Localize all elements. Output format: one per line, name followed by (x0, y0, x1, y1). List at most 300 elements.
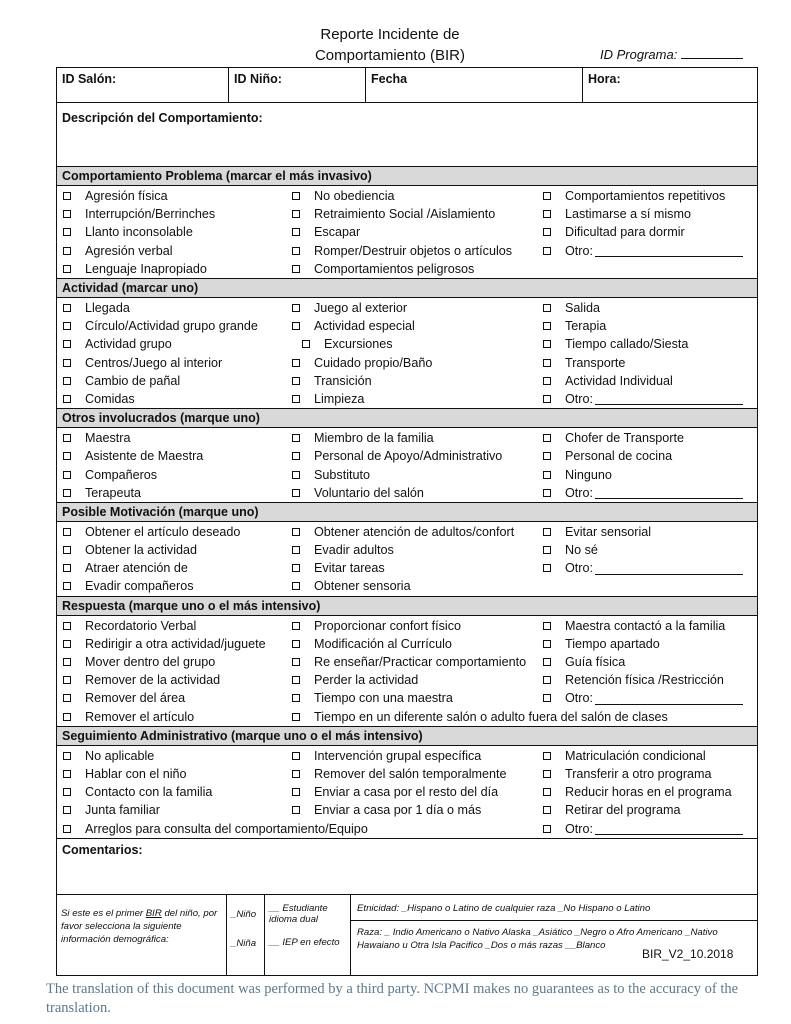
option-item[interactable] (543, 637, 757, 651)
option-item[interactable] (288, 709, 668, 724)
option-item[interactable] (543, 356, 757, 370)
option-label: Retirar del programa (565, 803, 681, 818)
option-label: Personal de cocina (565, 449, 673, 464)
option-item[interactable] (543, 319, 757, 333)
option-row (57, 617, 757, 635)
option-item[interactable] (288, 525, 543, 539)
option-label: Perder la actividad (314, 673, 419, 688)
option-item[interactable] (543, 468, 757, 482)
checkbox[interactable] (292, 228, 300, 236)
checkbox[interactable] (63, 676, 71, 684)
ethnicity-race (351, 895, 757, 975)
option-label: Obtener la actividad (85, 543, 198, 558)
checkbox[interactable] (543, 622, 551, 630)
checkbox[interactable] (292, 322, 300, 330)
option-item[interactable] (57, 189, 288, 203)
option-item[interactable] (543, 207, 757, 221)
checkbox[interactable] (543, 377, 551, 385)
checkbox[interactable] (292, 676, 300, 684)
sections (57, 166, 757, 839)
option-label: Interrupción/Berrinches (85, 207, 216, 222)
option-label: Evitar sensorial (565, 524, 652, 539)
option-item[interactable] (288, 543, 543, 557)
option-item[interactable] (288, 449, 543, 463)
option-item[interactable] (57, 244, 288, 258)
option-label: Junta familiar (85, 803, 160, 818)
option-item[interactable] (288, 301, 543, 315)
option-row (57, 484, 757, 502)
section-header-motivacion: Posible Motivación (marque uno) (57, 502, 757, 522)
option-row (57, 187, 757, 205)
option-label: Dificultad para dormir (565, 225, 685, 240)
checkbox[interactable] (543, 788, 551, 796)
option-label: Terapia (565, 319, 607, 334)
option-item[interactable] (288, 486, 543, 500)
checkbox[interactable] (292, 489, 300, 497)
checkbox[interactable] (543, 546, 551, 554)
option-item[interactable] (57, 392, 288, 406)
option-label: Obtener sensoria (314, 579, 411, 594)
checkbox[interactable] (543, 564, 551, 572)
section-options-motivacion (57, 522, 757, 597)
option-row (57, 559, 757, 577)
option-item[interactable] (288, 579, 543, 593)
option-label: No sé (565, 543, 598, 558)
option-row (57, 335, 757, 353)
option-label: Tiempo callado/Siesta (565, 337, 689, 352)
option-label: Otro: (565, 561, 593, 576)
option-row (57, 260, 757, 278)
checkbox[interactable] (292, 395, 300, 403)
checkbox[interactable] (63, 752, 71, 760)
checkbox[interactable] (63, 806, 71, 814)
option-label: Evitar tareas (314, 561, 385, 576)
checkbox[interactable] (292, 471, 300, 479)
option-item[interactable] (57, 225, 288, 239)
checkbox[interactable] (543, 528, 551, 536)
title-line-1: Reporte Incidente de (320, 26, 460, 43)
option-item[interactable] (57, 785, 288, 799)
section-options-actividad (57, 298, 757, 409)
checkbox[interactable] (543, 489, 551, 497)
option-item[interactable] (288, 431, 543, 445)
checkbox[interactable] (63, 471, 71, 479)
checkbox[interactable] (63, 228, 71, 236)
option-label: Enviar a casa por el resto del día (314, 785, 499, 800)
checkbox[interactable] (63, 713, 71, 721)
option-item[interactable] (57, 262, 288, 276)
option-item[interactable] (288, 468, 543, 482)
option-item[interactable] (288, 189, 543, 203)
option-label: Transporte (565, 355, 626, 370)
option-label: Otro: (565, 243, 593, 258)
checkbox[interactable] (543, 825, 551, 833)
option-item[interactable] (288, 767, 543, 781)
checkbox[interactable] (63, 582, 71, 590)
option-item[interactable] (57, 449, 288, 463)
gender-girl-option[interactable]: _Niña (231, 937, 257, 949)
checkbox[interactable] (543, 359, 551, 367)
checkbox[interactable] (292, 752, 300, 760)
checkbox[interactable] (292, 359, 300, 367)
option-row (57, 429, 757, 447)
option-label: Lenguaje Inapropiado (85, 261, 207, 276)
option-item[interactable] (288, 803, 543, 817)
checkbox[interactable] (292, 788, 300, 796)
checkbox[interactable] (63, 434, 71, 442)
checkbox[interactable] (63, 192, 71, 200)
option-label: Ninguno (565, 467, 612, 482)
child-id-field[interactable]: ID Niño: (229, 68, 366, 102)
option-item[interactable] (288, 691, 543, 705)
option-item[interactable] (288, 655, 543, 669)
option-item[interactable] (288, 244, 543, 258)
option-label: Retraimiento Social /Aislamiento (314, 207, 496, 222)
option-item[interactable] (57, 822, 543, 836)
option-item[interactable] (543, 374, 757, 388)
option-row (57, 242, 757, 260)
option-item[interactable] (57, 319, 288, 333)
option-label: Proporcionar confort físico (314, 618, 461, 633)
other-blank[interactable] (595, 822, 743, 835)
option-item[interactable] (288, 561, 543, 575)
option-label: Comportamientos repetitivos (565, 189, 726, 204)
translation-disclaimer: The translation of this document was performed by a third party. NCPMI makes no guarantees as to the accuracy of the translation. (46, 981, 739, 1016)
checkbox[interactable] (63, 640, 71, 648)
option-item[interactable] (57, 207, 288, 221)
option-label: Guía física (565, 655, 626, 670)
option-row (57, 747, 757, 765)
option-label: Transición (314, 373, 372, 388)
option-label: Remover del salón temporalmente (314, 766, 507, 781)
checkbox[interactable] (292, 452, 300, 460)
checkbox[interactable] (543, 471, 551, 479)
checkbox[interactable] (63, 788, 71, 796)
checkbox[interactable] (292, 377, 300, 385)
option-label: Mover dentro del grupo (85, 655, 216, 670)
option-row (57, 689, 757, 707)
option-label: Romper/Destruir objetos o artículos (314, 243, 513, 258)
option-label: Cambio de pañal (85, 373, 181, 388)
gender-boy-option[interactable]: _Niño (231, 908, 257, 920)
option-item[interactable] (288, 785, 543, 799)
checkbox[interactable] (63, 265, 71, 273)
date-field[interactable]: Fecha (366, 68, 583, 102)
option-item[interactable] (57, 749, 288, 763)
checkbox[interactable] (543, 304, 551, 312)
option-item[interactable] (543, 691, 757, 705)
option-item[interactable] (543, 803, 757, 817)
option-row (57, 541, 757, 559)
option-label: Actividad especial (314, 319, 415, 334)
salon-id-field[interactable]: ID Salón: (57, 68, 229, 102)
option-item[interactable] (288, 207, 543, 221)
checkbox[interactable] (543, 752, 551, 760)
option-label: Obtener el artículo deseado (85, 524, 241, 539)
option-item[interactable] (543, 767, 757, 781)
checkbox[interactable] (543, 806, 551, 814)
checkbox[interactable] (292, 546, 300, 554)
option-item[interactable] (57, 710, 288, 724)
option-item[interactable] (288, 749, 543, 763)
checkbox[interactable] (292, 210, 300, 218)
checkbox[interactable] (543, 452, 551, 460)
other-blank[interactable] (595, 562, 743, 575)
checkbox[interactable] (543, 322, 551, 330)
option-row (57, 354, 757, 372)
checkbox[interactable] (63, 825, 71, 833)
option-label: Maestra contactó a la familia (565, 618, 726, 633)
option-item[interactable] (57, 637, 288, 651)
option-item[interactable] (57, 356, 288, 370)
ethnicity-options[interactable]: Etnicidad: _Hispano o Latino de cualquier raza _No Hispano o Latino (351, 895, 757, 921)
comments-field[interactable] (57, 839, 757, 895)
option-row (57, 819, 757, 837)
checkbox[interactable] (292, 640, 300, 648)
option-label: No obediencia (314, 189, 395, 204)
option-label: Otro: (565, 821, 593, 836)
option-item[interactable] (57, 525, 288, 539)
option-label: Intervención grupal específica (314, 748, 482, 763)
checkbox[interactable] (63, 247, 71, 255)
option-label: Tiempo con una maestra (314, 691, 453, 706)
checkbox[interactable] (63, 304, 71, 312)
section-options-seguimiento (57, 746, 757, 839)
checkbox[interactable] (543, 640, 551, 648)
checkbox[interactable] (63, 622, 71, 630)
checkbox[interactable] (63, 770, 71, 778)
checkbox[interactable] (543, 658, 551, 666)
other-blank[interactable] (595, 244, 743, 257)
checkbox[interactable] (63, 359, 71, 367)
option-item[interactable] (57, 673, 288, 687)
option-row (57, 390, 757, 408)
section-header-respuesta: Respuesta (marque uno o el más intensivo) (57, 596, 757, 616)
option-label: Cuidado propio/Baño (314, 355, 433, 370)
checkbox[interactable] (63, 395, 71, 403)
dual-language-option[interactable]: __ Estudiante idioma dual (269, 902, 328, 925)
program-id-field[interactable] (600, 46, 743, 62)
option-item[interactable] (57, 561, 288, 575)
option-label: Obtener atención de adultos/confort (314, 524, 515, 539)
checkbox[interactable] (292, 713, 300, 721)
option-row (57, 653, 757, 671)
iep-option[interactable]: __ IEP en efecto (269, 936, 340, 948)
option-label: Llanto inconsolable (85, 225, 193, 240)
option-label: Actividad Individual (565, 373, 673, 388)
option-label: Atraer atención de (85, 561, 188, 576)
checkbox[interactable] (543, 434, 551, 442)
checkbox[interactable] (543, 228, 551, 236)
option-item[interactable] (288, 337, 543, 351)
checkbox[interactable] (292, 694, 300, 702)
option-label: Tiempo en un diferente salón o adulto fuera del salón de clases (314, 709, 668, 724)
checkbox[interactable] (63, 528, 71, 536)
section-options-respuesta (57, 616, 757, 727)
checkbox[interactable] (292, 806, 300, 814)
option-label: Recordatorio Verbal (85, 618, 197, 633)
option-item[interactable] (543, 543, 757, 557)
checkbox[interactable] (292, 770, 300, 778)
option-item[interactable] (57, 486, 288, 500)
option-item[interactable] (288, 673, 543, 687)
option-row (57, 783, 757, 801)
option-row (57, 465, 757, 483)
option-item[interactable] (543, 189, 757, 203)
option-item[interactable] (543, 486, 757, 500)
checkbox[interactable] (63, 377, 71, 385)
option-row (57, 317, 757, 335)
option-label: Limpieza (314, 391, 365, 406)
checkbox[interactable] (543, 694, 551, 702)
form-title (280, 24, 500, 66)
checkbox[interactable] (63, 564, 71, 572)
checkbox[interactable] (543, 770, 551, 778)
checkbox[interactable] (543, 192, 551, 200)
option-label: Redirigir a otra actividad/juguete (85, 636, 266, 651)
option-label: Chofer de Transporte (565, 431, 685, 446)
option-label: Transferir a otro programa (565, 766, 712, 781)
option-item[interactable] (288, 392, 543, 406)
demographics-intro (57, 895, 227, 975)
checkbox[interactable] (63, 340, 71, 348)
checkbox[interactable] (292, 192, 300, 200)
option-label: Salida (565, 301, 601, 316)
option-item[interactable] (57, 301, 288, 315)
option-label: Asistente de Maestra (85, 449, 204, 464)
option-item[interactable] (543, 561, 757, 575)
checkbox[interactable] (292, 622, 300, 630)
race-options[interactable]: Raza: _ Indio Americano o Nativo Alaska _Asiático _Negro o Afro Americano _Nativo Hawaiano u Otra Isla Pacifico _Dos o más razas __Blanco (357, 926, 718, 951)
option-item[interactable] (543, 301, 757, 315)
section-header-actividad: Actividad (marcar uno) (57, 278, 757, 298)
checkbox[interactable] (63, 452, 71, 460)
checkbox[interactable] (302, 340, 310, 348)
checkbox[interactable] (543, 676, 551, 684)
option-label: Círculo/Actividad grupo grande (85, 319, 258, 334)
option-row (57, 708, 757, 726)
option-label: Reducir horas en el programa (565, 785, 732, 800)
option-item[interactable] (543, 449, 757, 463)
option-label: Escapar (314, 225, 361, 240)
option-item[interactable] (288, 356, 543, 370)
option-label: No aplicable (85, 748, 155, 763)
option-row (57, 205, 757, 223)
intro-bir: BIR (145, 907, 162, 919)
option-label: Modificación al Currículo (314, 636, 452, 651)
checkbox[interactable] (292, 528, 300, 536)
program-id-blank[interactable] (681, 46, 743, 59)
section-header-seguimiento: Seguimiento Administrativo (marque uno o el más intensivo) (57, 726, 757, 746)
option-item[interactable] (57, 803, 288, 817)
option-item[interactable] (57, 374, 288, 388)
option-item[interactable] (543, 619, 757, 633)
option-item[interactable] (288, 225, 543, 239)
option-item[interactable] (543, 673, 757, 687)
checkbox[interactable] (292, 304, 300, 312)
option-item[interactable] (57, 543, 288, 557)
option-label: Excursiones (324, 337, 393, 352)
description-field[interactable] (57, 103, 757, 167)
checkbox[interactable] (63, 322, 71, 330)
option-item[interactable] (288, 262, 543, 276)
bir-form (56, 67, 758, 976)
option-item[interactable] (543, 655, 757, 669)
option-item[interactable] (543, 525, 757, 539)
checkbox[interactable] (292, 582, 300, 590)
checkbox[interactable] (292, 564, 300, 572)
option-item[interactable] (288, 619, 543, 633)
option-item[interactable] (288, 319, 543, 333)
option-label: Substituto (314, 467, 371, 482)
option-item[interactable] (288, 374, 543, 388)
checkbox[interactable] (63, 694, 71, 702)
option-item[interactable] (543, 244, 757, 258)
other-blank[interactable] (595, 392, 743, 405)
option-item[interactable] (57, 655, 288, 669)
option-item[interactable] (57, 579, 288, 593)
checkbox[interactable] (292, 265, 300, 273)
option-row (57, 447, 757, 465)
option-item[interactable] (543, 392, 757, 406)
option-item[interactable] (57, 468, 288, 482)
option-row (57, 765, 757, 783)
option-row (57, 635, 757, 653)
other-blank[interactable] (595, 692, 743, 705)
option-label: Hablar con el niño (85, 766, 187, 781)
checkbox[interactable] (292, 247, 300, 255)
checkbox[interactable] (543, 340, 551, 348)
option-item[interactable] (543, 749, 757, 763)
option-item[interactable] (57, 431, 288, 445)
option-item[interactable] (543, 337, 757, 351)
option-row (57, 372, 757, 390)
option-item[interactable] (57, 691, 288, 705)
option-item[interactable] (543, 431, 757, 445)
option-item[interactable] (543, 785, 757, 799)
other-blank[interactable] (595, 486, 743, 499)
option-label: Miembro de la familia (314, 431, 434, 446)
option-label: Centros/Juego al interior (85, 355, 223, 370)
option-label: Remover el artículo (85, 709, 195, 724)
option-label: Remover del área (85, 691, 186, 706)
checkbox[interactable] (292, 658, 300, 666)
option-label: Otro: (565, 691, 593, 706)
option-label: Tiempo apartado (565, 636, 660, 651)
checkbox[interactable] (543, 247, 551, 255)
option-item[interactable] (288, 637, 543, 651)
time-field[interactable]: Hora: (588, 72, 621, 86)
checkbox[interactable] (63, 546, 71, 554)
option-item[interactable] (57, 619, 288, 633)
option-label: Otro: (565, 391, 593, 406)
checkbox[interactable] (63, 489, 71, 497)
header-row (57, 68, 757, 103)
option-label: Terapeuta (85, 485, 142, 500)
option-item[interactable] (57, 767, 288, 781)
option-item[interactable] (543, 822, 757, 836)
option-item[interactable] (57, 337, 288, 351)
option-item[interactable] (543, 225, 757, 239)
checkbox[interactable] (543, 395, 551, 403)
option-label: Compañeros (85, 467, 158, 482)
checkbox[interactable] (543, 210, 551, 218)
checkbox[interactable] (63, 658, 71, 666)
checkbox[interactable] (63, 210, 71, 218)
option-label: Personal de Apoyo/Administrativo (314, 449, 503, 464)
checkbox[interactable] (292, 434, 300, 442)
option-label: Maestra (85, 431, 131, 446)
